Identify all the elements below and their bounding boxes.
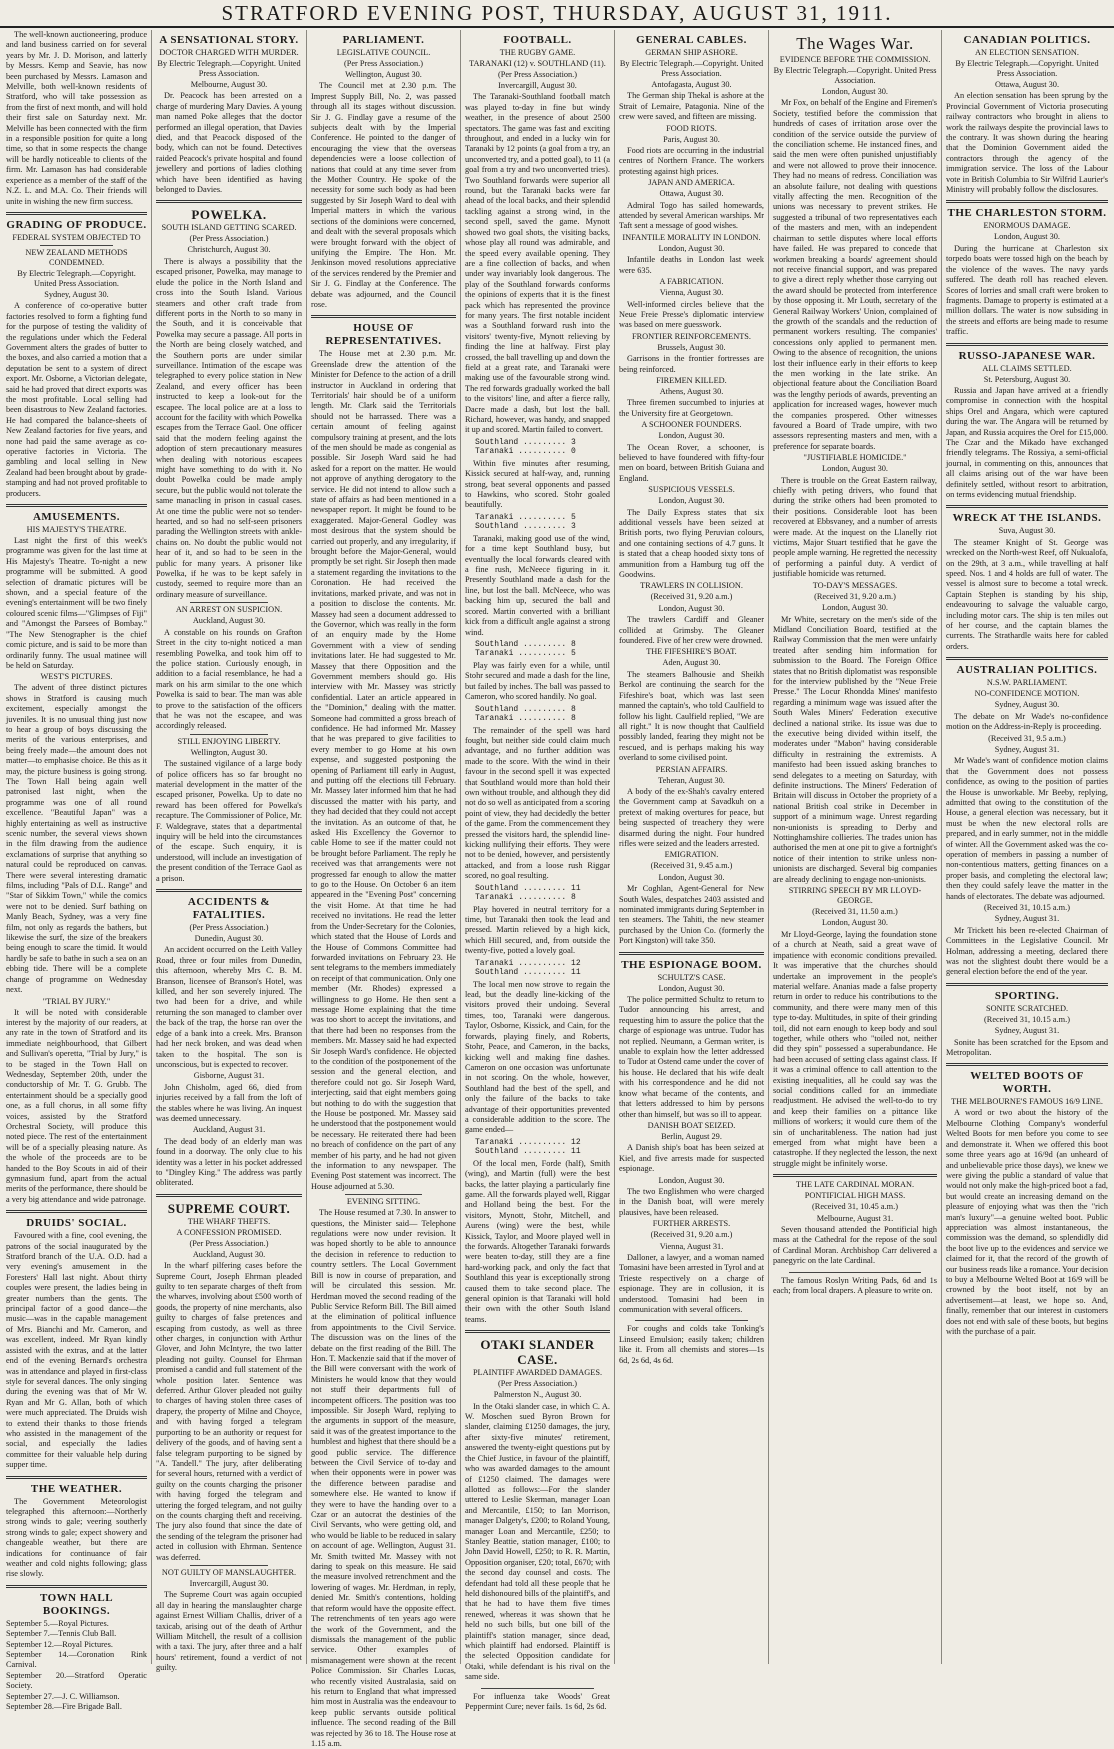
article-body: Garrisons in the frontier fortresses are being reinforced.	[619, 354, 764, 374]
article-body: Mr White, secretary on the men's side of the Midland Conciliation Board, testified at the Railway Commission that the men were unfairly treated after sending him information for submission to the Board. The Foreign Office states that no British diplomatist was responsible for the interview published by the "Neue Freie Presse." The Locur Rhondda Mines' manifesto regarding a minimum wage was issued after the South Wales Miners' Federation executive declined a national strike. Its issue was due to the executive being divided within itself, the moderates under "Mabon" having considerable difficulty in restraining the extremists. A manifesto had been issued asking branches to send delegates to a meeting on Saturday, with definite instructions. The Miners' Federation of Britain will discuss in October the propriety of a national British coal strike in December in support of a minimum wage. Unrest regarding non-unionists is spreading to Derby and Nottinghamshire collieries. The trades union has authorised the men at one pit to give a fortnight's notice of their intention to strike unless non-unionists are discharged. Several big companies are already declining to engage non-unionists.	[773, 614, 937, 884]
headline-accidents-fatalities: ACCIDENTS & FATALITIES.	[187, 896, 271, 922]
subhead: WEST'S PICTURES.	[40, 672, 113, 682]
subhead: THE MELBOURNE'S FAMOUS 16/9 LINE.	[951, 1097, 1103, 1107]
article-body: The Ocean Rover, a schooner, is believed to have foundered with fifty-four men on board, between British Guiana and England.	[619, 442, 764, 483]
headline-grading-of-produce: GRADING OF PRODUCE.	[6, 218, 147, 231]
score-line: Southland ......... 3 Taranaki .......... 0	[475, 437, 576, 457]
article-body: The Daily Express states that six additional vessels have been seized at British ports, two flying Peruvian colours, and one containing sections of 4.7 guns. It is stated that a cheap hooded sixty tons of ammunition from a Hamburg tug off the Goodwins.	[619, 507, 764, 580]
received-time: (Received 31, 11.50 a.m.)	[812, 907, 898, 917]
subhead: THE LATE CARDINAL MORAN.	[795, 1180, 915, 1190]
article-body: The police permitted Schultz to return to Tudor announcing his arrest, and requesting him to assure the police that the charge of espionage was untrue. Tudor has not replied. Neumann, a German writer, is unable to explain how the letter addressed to Tudor at Ostend came under the cover of his house. He declared that his wife dealt with his correspondence and he did not know what became of the contents, and that letters addressed to him by persons other than himself, but was so ill to appear.	[619, 995, 764, 1119]
headline-canadian-politics: CANADIAN POLITICS.	[963, 34, 1091, 46]
article-body: Mr Coghlan, Agent-General for New South Wales, despatches 2403 assisted and nominated immigrants during September in ten steamers. The Tahiti, the new steamer purchased by the Union Co. (formerly the Port Kingston) will take 350.	[619, 884, 764, 946]
article-body: Last night the first of this week's programme was given for the last time at His Majesty's Theatre. To-night a new programme will be submitted. A good selection of dramatic pictures will be shown, and a special feature of the evening's entertainment will be two finely coloured scenic films—"Glimpses of Fiji" and "Amongst the Parsees of Bombay." "The New Stenographer is the chief comic picture, and is said to be more than ordinarily funny. The usual matinee will be held on Saturday.	[6, 536, 147, 670]
article-body: The steamers Balhousie and Sheikh Berkol are continuing the search for the Fifeshire's boat, which was last seen manned the captain's, who told Caulfield to follow his light. Caulfield replied, "We are all right." It is now thought that Caulfield possibly landed, fearing they might not be rescued, and is perhaps making his way overland to some civilised point.	[619, 669, 764, 763]
headline-charleston-storm: THE CHARLESTON STORM.	[947, 207, 1107, 220]
article-body: Mr Wade's want of confidence motion claims that the Government does not possess confidence, as owing to the position of parties the House is unworkable. Mr Beeby, replying, admitted that owing to the constitution of the House, a general election was necessary, but it must be when the new electoral rolls are prepared, and in early summer, not in the middle of winter. All the Government asked was the co-operation of members in passing a number of non-contentious matters, getting finances on a proper basis, and completing the electoral law; then they could safely leave the matter in the hands of electorates. The debate was adjourned.	[946, 756, 1108, 901]
article-body: The debate on Mr Wade's no-confidence motion on the Address-in-Reply is proceeding.	[946, 711, 1108, 732]
article-body: The Supreme Court was again occupied all day in hearing the manslaughter charge against Ernest William Challis, driver of a taxicab, arising out of the death of Arthur William Mitchell, the result of a collision with a taxi. The jury, after three and a half hours' retirement, found a verdict of not guilty.	[156, 1590, 302, 1673]
score-line: Southland ......... 11 Taranaki .......... 8	[475, 883, 581, 903]
subhead: PLAINTIFF AWARDED DAMAGES.	[472, 1368, 603, 1378]
divider	[789, 1272, 921, 1273]
article-body: Mr Lloyd-George, laying the foundation stone of a church at Neath, said a great wave of impatience with economic conditions prevailed. It was imperative that the churches should undertake an improvement in the people's material welfare. Ananias made a false property return in order to reduce his contributions to the community, and there were many men of this type to-day. Multitudes, in spite of their grinding toil, did not earn enough to keep body and soul together, while others who "toiled not, neither did they spin" possessed a superabundance. He had been accused of setting class against class. If it was a criminal offence to call attention to the existing inequalities, all he could say was the social conditions called for an immediate readjustment. He advised the well-to-do to try and keep their families on a pittance like millions of workers; it would cure them of the sin of uncharitableness. The nation had just emerged from what might have been a catastrophe. If they neglected the lesson, the next struggle might be infinitely worse.	[773, 929, 937, 1168]
headline-powelka: POWELKA.	[191, 207, 267, 223]
dateline: London, August 30.	[658, 603, 725, 613]
received-time: (Received 31, 9.20 a.m.)	[814, 591, 896, 601]
wire-credit: (Per Press Association.)	[497, 70, 578, 79]
article-body: Play hovered in neutral territory for a time, but Taranaki then took the lead and pressed. Martin relieved by a high kick, which Hill secured, and, from outside the twenty-five, potted a lovely goal.	[465, 904, 610, 956]
dateline: Ottawa, August 30.	[994, 80, 1060, 89]
dateline: London, August 30.	[822, 464, 888, 474]
dateline: Sydney, August 31.	[994, 914, 1060, 924]
subhead: STIRRING SPEECH BY MR LLOYD-GEORGE.	[788, 886, 922, 906]
subhead: EVENING SITTING.	[346, 1197, 421, 1207]
dateline: London, August 30.	[658, 872, 725, 882]
bookings-list	[6, 1619, 147, 1713]
article-body: The trawlers Cardiff and Gleaner collided at Grimsby. The Gleaner foundered. Five of her crew were drowned.	[619, 615, 764, 646]
dateline: London, August 30.	[658, 983, 725, 993]
subhead: FRONTIER REINFORCEMENTS.	[632, 331, 751, 341]
column-4	[461, 30, 615, 1712]
divider	[156, 889, 302, 892]
article-body: The Taranaki-Southland football match was played to-day in fine but windy weather, in the presence of about 2500 spectators. The game was fast and exciting throughout, and ended in a lucky win for Taranaki by 12 points (a goal from a try, an unconverted try, and a potted goal), to 11 (a goal from a try and two unconverted tries). Two Southland forwards were superior all round, but the Taranaki backs were far ahead of the local backs, and their splendid tackling against a strong wind, in the second spell, saved the game. Mynott showed two goal shots, the visiting backs, whose play all round was admirable, and the speed every available opening. They are a fine collection of backs, and when under way invariably look dangerous. The play of the Southland forwards conforms the opinions of experts that it is the finest pack which has represented the province for many years. The first notable incident was a Southland forward rush into the visitors' twenty-five, Mynott relieving by finding the line at halfway. First play crossed, the ball travelling up and down the field at a great rate, and Taranaki were making use of the favourable strong wind. The red forwards gradually worked the ball to the visitors' line, and after a fierce rally, Dacre made a dash, but lost the ball. Richard, however, was handy, and snapped it up and scored. Martin failed to convert.	[465, 92, 610, 435]
dateline: London, August 30.	[822, 918, 888, 928]
divider	[6, 504, 147, 507]
subhead: INFANTILE MORALITY IN LONDON.	[622, 232, 761, 242]
business-notice: The well-known auctioneering, produce and land business carried on for several years by Mr. J. D. Morison, and latterly by Messrs. Kemp and Seavie, has now been purchased by Messrs. Lamason and Melville, both well-known residents of Stratford, who will take possession as from the first of next month, and will hold their first sale on Saturday next. Mr. Melville has been connected with the firm in a responsible position for quite a long time, so that in some respects the change will be hardly noticeable to clients of the firm. Mr. Lamason has had considerable experience as a member of the staff of the N.Z. L. and M.A. Co. Their friends will unite in wishing the new firm success.	[6, 30, 147, 206]
divider	[619, 952, 764, 955]
dateline: London, August 30.	[994, 232, 1060, 242]
headline-welted-boots: WELTED BOOTS OF WORTH.	[970, 1070, 1084, 1096]
dateline: Vienna, August 31.	[659, 1241, 724, 1251]
list-item: September 7.—Tennis Club Ball.	[6, 1629, 117, 1639]
column-1	[2, 30, 152, 1712]
article-body: A constable on his rounds on Grafton Street in the city to-night noticed a man resembling Powelka, and took him off to the police station. Curiously enough, in addition to a facial resemblance, he had a mark on his arm similar to the one which Powelka is said to bear. The man was able to prove to the satisfaction of the officers that he was not the escapee, and was accordingly released.	[156, 627, 302, 731]
column-7	[942, 30, 1112, 1664]
wire-credit: (Per Press Association.)	[189, 234, 269, 244]
subhead: NO-CONFIDENCE MOTION.	[974, 689, 1080, 699]
list-item: September 12.—Royal Pictures.	[6, 1639, 113, 1649]
dateline: Auckland, August 30.	[192, 616, 266, 626]
wire-credit: (Per Press Association.)	[189, 1238, 269, 1248]
divider	[190, 1565, 268, 1566]
dateline: Antofagasta, August 30.	[651, 80, 732, 89]
headline-australian-politics: AUSTRALIAN POLITICS.	[956, 664, 1098, 677]
subhead: PERSIAN AFFAIRS.	[655, 764, 728, 774]
received-time: (Received 31, 10.15 a.m.)	[984, 1014, 1070, 1024]
advertisement: For influenza take Woods' Great Peppermint Cure; never fails. 1s 6d, 2s 6d.	[465, 1691, 610, 1712]
divider	[946, 505, 1108, 508]
divider	[946, 1063, 1108, 1066]
column-6	[769, 30, 942, 1664]
dateline: Brussels, August 30.	[657, 342, 726, 352]
divider	[465, 1330, 610, 1333]
article-body: The House met at 2.30 p.m. Mr. Greenslade drew the attention of the Minister for Defence to the action of a drill instructor in Auckland in ordering that Territorials' hair should be of a uniform length. Mr. Clark said the Territorials should not be harrassed. There was a certain amount of feeling against compulsory training at present, and the lots of the men should be made as congenial as possible. Sir Joseph Ward said he had asked for a report on the matter. He would not approve of anything derogatory to the service. He did not intend to allow such a state of affairs as had been mentioned in a newspaper report. It might be found to be exaggerated. Major-General Godley was most desirous that the system should be carried out properly, and any irregularity, if brought before the Major-General, would promptly be set right. Sir Joseph then made a statement regarding the invitations to the Coronation. He had received the invitations, marked private, and was not in a position to disclose the contents. Mr. Massey had seen a document addressed to the Governor, which was really in the form of an enquiry made by the Home Government with a view of sending invitations later. He had suggested to Mr. Massey that there Opposition and the Government members should go. His interview with Mr. Massey was strictly confidential. Later an article appeared in the "Dominion," dealing with the matter. Someone had committed a gross breach of confidence. He had informed Mr. Massey that he was prepared to give facilities to every member to go Home at his own expense, and suggested postponing the opening of Parliament till early in August, and putting off the elections till February. Mr. Massey later informed him that he had discussed the matter with his party, and they had decided that they could not accept the invitation. As an outcome of that, he asked His Excellency the Governor to cable Home to see if the matter could not be brought before Parliament. The reply he received was that arrangements were not progressed far enough to allow the matter to go to the House. On October 6 an item appeared in the "Evening Post" concerning the visit Home. At that time he had received no invitations. He read the letter from the Under-Secretary for the Colonies, which stated that the House of Lords and the House of Commons Committee had forwarded invitations on February 23. He sent telegrams to the members immediately on receipt of that communication. Only one member (Mr. Rhodes) expressed a willingness to go Home. He then sent a message Home explaining that the time was too short to accept the invitations, and that there had been no responses from the members. Mr. Massey said he had expected Sir Joseph Ward's confidence. He objected to the condition of the postponement of the session and the general election, and therefore could not go. Sir Joseph Ward, interjecting, said that eight members going but nothing to do with the suggestion that the House be postponed. Mr. Massey said he understood that the postponement would be necessary. He reiterated there had been no breach of confidence on the part of any member of his party, and he had not given the information to any newspaper. The Evening Post statement was incorrect. The House adjourned at 5.30.	[311, 349, 456, 1191]
article-body: Taranaki, making good use of the wind, for a time kept Southland busy, but eventually the local forwards cleared with a fine rush, McNeece figuring in it. Presently Southland made a dash for the line, but lost the ball. McNeece, who was backing him up, secured the ball and scored. Martin converted with a brilliant kick from a difficult angle against a strong wind.	[465, 533, 610, 637]
subhead: A FABRICATION.	[659, 277, 724, 287]
subhead: "TRIAL BY JURY."	[42, 996, 111, 1006]
article-body: In the wharf pilfering cases before the Supreme Court, Joseph Ehrman pleaded guilty to ten separate charges of theft from the wharves, involving about £500 worth of goods, the property of nine merchants, also guilty to charges of false pretences and escaping from custody, as well as three other charges, in conjunction with Arthur Glover, and John McIntyre, the two latter pleading not guilty. Counsel for Ehrman promised a candid and full statement of the whole position later. Sentence was deferred. Arthur Glover pleaded not guilty to charges of having stolen three cases of drapery, the property of Milne and Choyce, and with having forged a telegram purporting to be an authority or request for delivery of the goods, and of having sent a false telegram purporting to be signed by "A. Tandell." The jury, after deliberating for several hours, returned with a verdict of guilty on the counts charging the prisoner with having forged the telegram and uttering the forged telegram, and not guilty on the counts charging theft and receiving. The jury also found that since the date of the sending of the telegram the prisoner had acted in collusion with Ehrman. Sentence was deferred.	[156, 1261, 302, 1562]
headline-general-cables: GENERAL CABLES.	[636, 34, 747, 46]
article-body: Play was fairly even for a while, until Stohr secured and made a dash for the line, but failed by inches. The ball was passed to Cameron, who scored handily. No goal.	[465, 660, 610, 702]
subhead: STILL ENJOYING LIBERTY.	[177, 736, 281, 746]
article-body: A conference of co-operative butter factories resolved to form a fighting fund for the purpose of testing the validity of the regulations under which the Federal Government alters the grades of butter to the boxes, and also carried a motion that a deputation be sent to a system of direct export. Mr. Osborne, a Victorian delegate, said he had proved that direct exports was the most profitable. Local selling had been disastrous to New Zealand factories. He had compared the balance-sheets of New Zealand factories for five years, and none had paid the same average as co-operative factories in Victoria. The gambling and local selling in New Zealand had been brought about by grade-stamping and had not proved profitable to producers.	[6, 301, 147, 498]
subhead: EMIGRATION.	[664, 850, 719, 860]
subhead: THE RUGBY GAME.	[499, 48, 576, 57]
subhead: LEGISLATIVE COUNCIL.	[336, 48, 431, 57]
wire-credit: By Electric Telegraph.—Copyright. United Press Association.	[773, 66, 937, 85]
score-line: Taranaki .......... 12 Southland ......... 11	[475, 1137, 581, 1157]
dateline: Berlin, August 29.	[661, 1131, 722, 1141]
divider	[190, 602, 268, 603]
headline-espionage-boom: THE ESPIONAGE BOOM.	[621, 958, 762, 971]
article-body: A body of the ex-Shah's cavalry entered the Government camp at Savadkuh on a pretext of making overtures for peace, but being suspected of treachery they were disarmed during the night. Four hundred rifles were seized and the leaders arrested.	[619, 786, 764, 848]
headline-the-weather: THE WEATHER.	[30, 1482, 123, 1495]
dateline: Sydney, August 31.	[994, 1026, 1060, 1036]
dateline: St. Petersburg, August 30.	[983, 374, 1071, 384]
subhead: TO-DAY'S MESSAGES.	[812, 580, 898, 590]
dateline: Christchurch, August 30.	[187, 245, 271, 255]
subhead: TRAWLERS IN COLLISION.	[640, 581, 743, 591]
article-body: John Chisholm, aged 66, died from injuries received by a fall from the loft of the stables where he was living. An inquest was deemed unnecessary.	[156, 1082, 302, 1123]
article-body: A Danish ship's boat has been seized at Kiel, and five arrests made for suspected espionage.	[619, 1143, 764, 1174]
dateline: London, August 30.	[658, 1175, 725, 1185]
list-item: September 5.—Royal Pictures.	[6, 1618, 109, 1628]
received-time: (Received 31, 9.20 a.m.)	[650, 592, 733, 602]
subhead: DANISH BOAT SEIZED.	[647, 1120, 736, 1130]
article-body: It will be noted with considerable interest by the majority of our readers, at any rate in the town of Stratford and its immediate neighbourhood, that Gilbert and Sullivan's operetta, "Trial by Jury," is to be staged in the Town Hall on Wednesday, September 20th, under the conductorship of Mr. T. G. Grubb. The entertainment should be a specially good one, as a full chorus, in all some fifty voices, assisted by the Stratford Orchestral Society, will produce this noted piece. The rest of the entertainment will be of a specially pleasing nature. As the whole of the proceeds are to be handed to the Boy Scouts in aid of their gymnasium fund, apart from the actual merits of the performance, there should be a very big attendance and wide patronage.	[6, 1007, 147, 1204]
score-line: Southland ......... 8 Taranaki .......... 8	[475, 704, 576, 724]
divider	[6, 1585, 147, 1588]
article-body: Three firemen succumbed to injuries at the University fire at Georgetown.	[619, 398, 764, 418]
article-body: Favoured with a fine, cool evening, the patrons of the social inaugurated by the Stratford branch of the U.A. O.D. had a very evening's amusement in the Foresters' Hall last night. About thirty couples were present, the ladies being in greater numbers than the gents. The principal factor of a good dance—the music—was in the capable management of Mrs. Bianchi and Mr. Cameron, and was excellent, indeed. Mr Ryan kindly assisted with the extras, and at the latter end of the evening Bernard's orchestra was in attendance and played in first-class style for several dances. The only singing during the evening was that of Mr W. Ryan and Mr G. Allan, both of which were much appreciated. The Druids wish to extend their thanks to those friends who assisted in the management of the social, and especially the ladies committee for their valuable help during supper time.	[6, 1231, 147, 1470]
divider	[190, 734, 268, 735]
headline-sporting: SPORTING.	[994, 989, 1060, 1002]
score-line: Taranaki .......... 12 Southland ......... 11	[475, 958, 581, 978]
subhead: NEW ZEALAND METHODS CONDEMNED.	[25, 247, 128, 267]
headline-otaki-slander-case: OTAKI SLANDER CASE.	[480, 1337, 595, 1368]
advertisement: The famous Roslyn Writing Pads, 6d and 1s each; from local drapers. A pleasure to write on.	[773, 1275, 937, 1296]
headline-druids-social: DRUIDS' SOCIAL.	[26, 1217, 127, 1230]
dateline: Melbourne, August 30.	[190, 80, 268, 89]
wire-credit: By Electric Telegraph.—Copyright. United Press Association.	[157, 59, 301, 78]
wire-credit: By Electric Telegraph.—Copyright. United Press Association.	[619, 59, 764, 78]
score-line: Southland ......... 8 Taranaki .......... 5	[475, 639, 576, 659]
dateline: Melbourne, August 31.	[816, 1213, 894, 1223]
headline-sensational-story: A SENSATIONAL STORY.	[159, 34, 299, 46]
headline-supreme-court: SUPREME COURT.	[167, 1200, 291, 1216]
article-body: The German ship Thekal is ashore at the Strait of Lemaire, Patagonia. Nine of the crew were saved, and fifteen are missing.	[619, 91, 764, 122]
divider	[773, 1174, 937, 1177]
subhead: FIREMEN KILLED.	[656, 375, 727, 385]
article-body: During the hurricane at Charleston six torpedo boats were tossed high on the beach by the violence of the waves. The navy yards suffered. The death roll has reached eleven. Scores of lorries and small craft were broken to fragments. Damage to property is estimated at a million dollars. The water is now subsiding in the streets and efforts are being made to resume traffic.	[946, 243, 1108, 337]
received-time: (Received 31, 9.5 a.m.)	[988, 733, 1066, 743]
advertisement: For coughs and colds take Tonking's Linseed Emulsion; easily taken; children like it. From all chemists and stores—1s 6d, 2s 6d, 4s 6d.	[619, 1324, 764, 1365]
divider	[156, 1194, 302, 1197]
dateline: Invercargill, August 30.	[189, 1578, 269, 1588]
subhead: SONITE SCRATCHED.	[985, 1003, 1069, 1013]
subhead: EVIDENCE BEFORE THE COMMISSION.	[779, 55, 931, 64]
article-body: The sustained vigilance of a large body of police officers has so far brought no material development in the matter of the escaped prisoner, Powelka. Up to date no reward has been offered for Powelka's recapture. The Commissioner of Police, Mr. F. Waldegrave, states that a departmental inquiry will be held into the circumstances of the escape. Such enquiry, it is understood, will include an investigation of the present condition of the Terrace Gaol as a prison.	[156, 759, 302, 883]
subhead: "JUSTIFIABLE HOMICIDE."	[803, 453, 907, 463]
article-body: The remainder of the spell was hard fought, but neither side could claim much advantage, and no further addition was made to the score. With the wind in their favour in the second spell it was expected that Southland would more than hold their own without trouble, and although they did not do so well as anticipated from a scoring point of view, they had decidedly the better of the game. From the commencement they pressed the visitors hard, the splendid line-kicking nullifying their efforts. They were not to be denied, however, and persistently attacked, and from a loose rush Riggar scored, no goal resulting.	[465, 725, 610, 881]
subhead: SUSPICIOUS VESSELS.	[648, 485, 735, 495]
dateline: Gisborne, August 31.	[193, 1071, 265, 1081]
dateline: Sydney, August 30.	[44, 289, 109, 299]
dateline: London, August 30.	[658, 496, 725, 506]
subhead: AN ARREST ON SUSPICION.	[175, 605, 283, 615]
article-body: An accident occurred on the Leith Valley Road, three or four miles from Dunedin, this afternoon, whereby Mrs C. B. M. Branson, licensee of Branson's Hotel, was killed, and her son severely injured. The two had been for a drive, and while returning the son managed to clamber over the back of the trap, the horse ran over the edge of a bank into a creek. Mrs. Branson had her neck broken, and was dead when taken to the hospital. The son is unconscious, but is expected to recover.	[156, 945, 302, 1069]
headline-wages-war: The Wages War.	[796, 34, 914, 53]
divider	[6, 1210, 147, 1213]
article-body: An election sensation has been sprung by the Provincial Government of Victoria prosecuting railway contractors who brought in aliens to work the railways despite the provincial laws to the contrary. It was shown during the hearing that the Dominion Government aided the contractors through the agency of the immigration service. The loss of the Labour vote in British Columbia to Sir Wilfrid Laurier's Ministry will probably follow the disclosures.	[946, 91, 1108, 195]
article-body: Well-informed circles believe that the Neue Freie Presse's diplomatic interview was based on mere guesswork.	[619, 299, 764, 330]
received-time: (Received 31, 10.45 a.m.)	[812, 1202, 898, 1212]
columns	[2, 30, 1112, 1748]
subhead: HIS MAJESTY'S THEATRE.	[26, 525, 127, 535]
divider	[635, 1320, 748, 1321]
subhead: ENORMOUS DAMAGE.	[983, 221, 1071, 231]
subhead: AN ELECTION SENSATION.	[975, 48, 1079, 57]
headline-football: FOOTBALL.	[503, 34, 572, 46]
divider	[946, 983, 1108, 986]
divider	[946, 343, 1108, 346]
article-body: The advent of three distinct pictures shows in Stratford is causing much excitement, especially amongst the juveniles. It is no unusual thing just now to hear a group of boys discussing the merits of the various enterprises, and being freely made—the amount does not matter—to emphasise choice. Be this as it may, the picture business is going strong. The Town Hall being again well patronised last night, when the programme was one of all round excellence. "Beautiful Japan" was a highly entertaining as well as instructive scenic number, the several views shown in the film drawing from the audience exclamations of surprise that anything so natural could be reproduced on canvas. There were several interesting dramatic films, including "Pals of D.L. Range" and "Star of Sikkim Town," while the comics were not to be denied. Surf bathing on Manly Beach, Sydney, was a very fine film, not only as regards the bathers, but likewise the surf, the size of the breakers being enough to scare the timid. It would hardly be safe to bathe in such a sea on an ebbing tide. There will be a complete change of programme on Wednesday next.	[6, 683, 147, 995]
dateline: Auckland, August 31.	[192, 1125, 266, 1135]
subhead: DOCTOR CHARGED WITH MURDER.	[159, 48, 299, 57]
list-item: September 27.—J. C. Williamson.	[6, 1691, 120, 1701]
article-body: Within five minutes after resuming, Kissick secured at half-way, and, running strong, beat several opponents and passed to Hawkins, who scored. Stohr goaled beautifully.	[465, 458, 610, 510]
article-body: The Government Meteorologist telegraphed this afternoon:—Northerly strong winds to gale; veering southerly strong winds to gale; expect showery and changeable weather, but there are indications for continuance of fair weather and cold nights following; glass rise slowly.	[6, 1496, 147, 1579]
wire-credit: By Electric Telegraph.—Copyright. United Press Association.	[955, 59, 1099, 78]
dateline: Wellington, August 30.	[345, 70, 422, 79]
article-body: The House resumed at 7.30. In answer to questions, the Minister said— Telephone regulations were now under revision. It was hoped shortly to be able to announce the decision in reference to reduction to country settlers. The Local Government Bill is now in course of preparation, and will be circulated this session. Mr. Herdman moved the second reading of the Public Service Reform Bill. The Bill aimed at the elimination of political influence from appointments to the Civil Service. The discussion was on the lines of the debate on the first reading of the Bill. The Hon. T. Mackenzie said that if the mover of the Bill were conversant with the work of Ministers he would know that they would not stuff their departments full of incompetent officers. The position was too impossible. Sir Joseph Ward, replying to the arguments in support of the measure, said it was of the greatest importance to the humblest and highest that there should be a good public service. The difference between the Civil Service of to-day and when their opponents were in power was the difference between paradise and somewhere else. He wanted to know if they were to have the handing over to a Czar or an autocrat the destinies of the Civil Servants, who were getting old, and who would be liable to be reduced in salary on account of age. Wellington, August 31. Mr. Smith twitted Mr. Massey with not daring to speak on this measure. He said the measure involved retrenchment and the lowering of wages. Mr. Herdman, in reply, denied Mr. Smith's contentions, holding that reform would have the opposite effect. The retrenchments of ten years ago were the work of the Government, and the dismissals the management of the public service. Other examples of mismanagement were shown at the recent Police Commission. Sir Charles Lucas, who recently visited Australasia, said on his return to England that what impressed him most in Australia was the endeavour to keep public servants outside political influence. The second reading of the Bill was rejected by 36 to 18. The House rose at 1.15 a.m.	[311, 1208, 457, 1748]
subhead: A SCHOONER FOUNDERS.	[641, 420, 742, 430]
received-time: (Received 31, 9.20 a.m.)	[650, 1230, 733, 1240]
wire-credit: (Per Press Association.)	[343, 59, 424, 68]
masthead: STRATFORD EVENING POST, THURSDAY, AUGUST 31, 1911.	[0, 0, 1114, 28]
divider	[6, 212, 147, 215]
subhead: FOOD RIOTS.	[666, 123, 717, 133]
column-5	[615, 30, 769, 1664]
article-body: Russia and Japan have arrived at a friendly compromise in connection with the hospital ships Orel and Angara, which were captured during the war. The Angara will be returned by Japan, and Russia acquires the Orel for £15,000. The Czar and the Mikado have exchanged friendly telegrams. The Rossiya, a semi-official journal, in commenting on this, announces that all claims arising out of the war have been definitely settled, without resort to arbitration, on terms evidencing mutual friendship.	[946, 385, 1108, 499]
list-item: September 14.—Coronation Rink Carnival.	[6, 1650, 147, 1670]
article-body: The dead body of an elderly man was found in a doorway. The only clue to his identity was a letter in his pocket addressed to "Dingley King." The address was partly obliterated.	[156, 1136, 302, 1188]
article-body: There is trouble on the Great Eastern railway, chiefly with peting drivers, who found that during the strike others had been promoted to their positions. Considerable loot has been recovered at Ebbsvaney, and a number of arrests were made. At the inquest on the Llanelly riot victims, Major Stuart testified that he gave the people ample warning. He regretted the necessity of performing a painful duty. A verdict of justifiable homicide was returned.	[773, 475, 937, 579]
article-body: There is always a possibility that the escaped prisoner, Powelka, may manage to elude the police in the North Island and cross into the South Island. Various steamers and other craft trade from different ports in the North to so many in the South, and it is conceivable that Powelka may secure a passage. All ports in the North are being closely watched, and the Southern ports are under similar surveillance. Intimation of the escape was telegraphed to every police station in New Zealand, and every officer has been instructed to keep a look-out for the escapee. The local police are at a loss to account for the facility with which Powelka escapes from the Terrace Gaol. One officer said that the modern feeling against the adoption of stern precautionary measures when dealing with notorious escapees might have something to do with it. No doubt Powelka could be made amply secure, but the public would not tolerate the same manacling in prison in casual cases. At one time the public were not so tender-hearted, and so had no self-seen prisoners parading the Wellington streets with ankle-chains on. No doubt the public would not hear of it, and so had to be seen in the public for many years. A prisoner like Powelka, if he was to be kept safely in custody, seemed to require more than an ordinary measure of surveillance.	[156, 256, 302, 599]
dateline: Auckland, August 30.	[192, 1249, 266, 1259]
column-3	[307, 30, 461, 1748]
subhead: N.S.W. PARLIAMENT.	[986, 678, 1068, 688]
dateline: Invercargill, August 30.	[498, 81, 577, 90]
article-body: Dalloner, a lawyer, and a woman named Tomasini have been arrested in Tyrol and at Trieste respectively on a charge of espionage. They are in collusion, it is understood. Tomasini had been in communication with several officers.	[619, 1252, 764, 1314]
dateline: Paris, August 30.	[663, 134, 720, 144]
article-body: Mr Fox, on behalf of the Engine and Firemen's Society, testified before the commission that hundreds of cases of irritation arose over the condition of the service outside the purview of the conciliation scheme. He instanced fines, and said the men were often punished unjustifiably and were not allowed to prove their innocence. They had no means of redress. Conciliation was an absolute failure, not dealing with questions vitally affecting the men. Recognition of the unions was necessary to prevent strikes. He suggested a tribunal of two representatives each of the masters and men, with an independent chairman to settle disputes where local efforts have failed. He was prepared to concede that workmen breaking a boards' agreement should not receive financial support, and was prepared to give a direct reply whether those carrying out the award should be protected from interference by those opposing it. Mr Louth, secretary of the General Railway Workers' Union, complained of the growth of the scandals and the reduction of permanent workers resulting. The companies' concessions only applied to permanent men. Owing to the absence of recognition, the unions lost their influence early in their efforts to keep the men working in the late strike. An objectional feature about the Conciliation Board was the lengthy periods of awards, preventing an application for increased wages, however much the companies prospered. Other witnesses favoured a Board of Trade umpire, with two assessors representing masters and men, with a preference for separate boards.	[773, 98, 937, 451]
divider	[946, 200, 1108, 203]
subhead: SCHULTZ'S CASE.	[657, 972, 726, 982]
divider	[6, 1476, 147, 1479]
subhead: JAPAN AND AMERICA.	[648, 178, 735, 188]
article-body: Dr. Peacock has been arrested on a charge of murdering Mary Davies. A young man named Poke alleges that the doctor performed an illegal operation, that Davies died, and that Peacock disposed of the body, which can not be found. Detectives raided Peacock's private hospital and found jewellery and portions of ladies clothing which have been identified as having belonged to Davies.	[156, 91, 302, 195]
divider	[40, 245, 113, 246]
article-body: The Council met at 2.30 p.m. The Imprest Supply Bill, No. 2, was passed through all its stages without discussion. Sir J. G. Findlay gave a resume of the subjects dealt with by the Imperial Conference. He pointed to the danger of encouraging the view that the overseas dependencies were a loose collection of nations that could at any time sever from the Mother Country. He spoke of the necessity for some such body as had been suggested by Sir Joseph Ward to deal with Imperial matters in which the various sections of the dominions were concerned, and dealt with the several proposals which were brought forward with the object of unifying the Empire. The Hon. Mr. Jenkinson moved resolutions appreciative of the services rendered by the Premier and Sir J. G. Findlay at the Conference. The debate was adjourned, and the Council rose.	[311, 81, 456, 309]
article-body: Admiral Togo has sailed homewards, attended by several American warships. Mr Taft sent a message of good wishes.	[619, 200, 764, 231]
score-line: Taranaki .......... 5 Southland ......... 3	[475, 512, 576, 532]
divider	[946, 657, 1108, 660]
dateline: London, August 30.	[658, 431, 725, 441]
article-body: The two Englishmen who were charged in the Danish boat, will were merely plausives, have been released.	[619, 1186, 764, 1217]
dateline: London, August 30.	[822, 603, 888, 613]
dateline: Athens, August 30.	[659, 386, 724, 396]
dateline: Wellington, August 30.	[190, 747, 268, 757]
divider	[345, 1194, 422, 1195]
subhead: SOUTH ISLAND GETTING SCARED.	[161, 223, 297, 233]
dateline: Vienna, August 30.	[659, 288, 724, 298]
wire-credit: (Per Press Association.)	[497, 1379, 578, 1389]
article-body: In the Otaki slander case, in which C. A. W. Moschen sued Byron Brown for slander, claiming £1250 damages, the jury, after sixty-five minutes' retirement, answered the twenty-eight questions put by the Chief Justice, in favour of the plaintiff, who was awarded damages to the amount of £1250 claimed. The damages were allotted as follows:—For the slander uttered to Leslie Skerman, manager Loan and Mercantile, £150; to Ian Morrison, manager Dalgety's, £200; to Roland Young, manager Loan and Mercantile, £250; to Stanley Beattie, station manager, £100; to John David Howell, £250; to R. R. Martin, Opposition organiser, £20; total, £670; with the second day counsel and costs. The defendant had told all these people that he held dishonoured bills of the plaintiff's, and that he had to have them five times renewed, whereas it was shown that he held no such bills, but one bill of the plaintiff's station manager, since dead, which plaintiff had endorsed. Plaintiff is the selected Opposition candidate for Otaki, while defendant is his rival on the same side.	[465, 1401, 610, 1682]
divider	[156, 200, 302, 203]
article-body: Infantile deaths in London last week were 635.	[619, 255, 764, 275]
subhead: NOT GUILTY OF MANSLAUGHTER.	[161, 1567, 297, 1577]
dateline: London, August 30.	[658, 243, 725, 253]
received-time: (Received 31, 10.15 a.m.)	[984, 903, 1070, 912]
subhead: PONTIFICIAL HIGH MASS.	[804, 1191, 906, 1201]
headline-house-of-representatives: HOUSE OF REPRESENTATIVES.	[325, 322, 442, 348]
wire-credit: By Electric Telegraph.—Copyright. United Press Association.	[17, 268, 136, 288]
dateline: Suva, August 30.	[998, 526, 1056, 536]
subhead: A CONFESSION PROMISED.	[176, 1227, 282, 1237]
received-time: (Received 31, 9.45 a.m.)	[650, 861, 733, 871]
headline-russo-japanese-war: RUSSO-JAPANESE WAR.	[958, 349, 1096, 362]
list-item: September 28.—Fire Brigade Ball.	[6, 1702, 122, 1712]
article-body: The steamer Knight of St. George was wrecked on the North-west Reef, off Nukualofa, on the 29th, at 3 a.m., while travelling at half speed. Nos. 1 and 4 holds are full of water. The vessel is almost sure to become a total wreck. Captain Stephen is standing by his ship, endeavouring to salvage the valuable cargo, including motor cars. The ship is ten miles out of her course, and the captain blames the currents. The Strathardle waits here for cabled orders.	[946, 537, 1108, 651]
advertisement: A word or two about the history of the Melbourne Clothing Company's wonderful Welted Boots for men before you come to see and demonstrate it. When we offered this boot some three years ago at 16/9d (an unheard of and unbelievable price those days), we knew we were giving the public a standard of value that would not only make the high-priced boot a fad, but would create an increasing demand on the pleasure of enjoying what was then the "rich man's luxury"—a genuine welted boot. Public appreciation was almost instantaneous, the commission was the demand, so splendidly did the boot live up to the evidences and service we claimed for it, that the record of the growth of our business reads like a romance. Your decision to buy a Melbourne Welted Boot at 16/9 will be crowned by the boot itself, not by an advertisement—at least, we hope so. And, finally, remember that our interest in customers does not end with sale of these boots, but begins with the purchase of a pair.	[946, 1108, 1108, 1336]
dateline: Ottawa, August 30.	[659, 189, 724, 199]
column-2	[152, 30, 307, 1673]
article-body: Food riots are occurring in the industrial centres of Northern France. The workers protesting against high prices.	[619, 146, 764, 176]
subhead: ALL CLAIMS SETTLED.	[982, 363, 1072, 373]
dateline: Palmerston N., August 30.	[493, 1390, 582, 1400]
article-body: Sonite has been scratched for the Epsom and Metropolitan.	[946, 1037, 1108, 1058]
list-item: September 20.—Stratford Operatic Society.	[6, 1670, 147, 1691]
dateline: London, August 30.	[822, 87, 888, 96]
headline-wreck-at-the-islands: WRECK AT THE ISLANDS.	[952, 512, 1102, 525]
subhead: FURTHER ARRESTS.	[652, 1219, 731, 1229]
dateline: Sydney, August 31.	[994, 744, 1060, 754]
subhead: FEDERAL SYSTEM OBJECTED TO	[12, 232, 141, 242]
subhead: THE FIFESHIRE'S BOAT.	[646, 647, 737, 657]
dateline: Teheran, August 30.	[658, 775, 725, 785]
article-body: Of the local men, Forde (half), Smith (wing), and Martin (full) were the best backs, the latter playing a particularly fine game. All the forwards played well, Riggar and Holland being the best. For the visitors, Mynott, Stohr, Mitchell, and Aurens (wing) were the best, while Kissick, Taylor, and Moore played well in the forwards. Altogether Taranaki forwards were beaten to-day, still they are a fine hard-working pack, and only the fact that Southland this year is exceptionally strong caused them to take second place. The general opinion is that Taranaki will hold their own with the other South Island teams.	[465, 1158, 610, 1324]
dateline: Dunedin, August 30.	[194, 934, 264, 944]
headline-parliament: PARLIAMENT.	[342, 34, 425, 46]
divider	[311, 315, 456, 318]
subhead: THE WHARF THEFTS.	[187, 1216, 271, 1226]
divider	[481, 1688, 594, 1689]
wire-credit: (Per Press Association.)	[189, 923, 269, 933]
article-body: Mr Trickett his been re-elected Chairman of Committees in the Legislative Council. Mr Holman, addressing a meeting, declared there was not the slightest doubt there would be a general election before the end of the year.	[946, 925, 1108, 977]
dateline: Sydney, August 30.	[994, 700, 1060, 710]
dateline: Aden, August 30.	[662, 658, 721, 668]
headline-amusements: AMUSEMENTS.	[32, 511, 121, 524]
subhead: GERMAN SHIP ASHORE.	[645, 48, 738, 57]
headline-town-hall-bookings: TOWN HALL BOOKINGS.	[39, 1591, 114, 1617]
article-body: The local men now strove to regain the lead, but the deadly line-kicking of the visitors proved their undoing. Several times, too, Taranaki were dangerous. Taylor, Osborne, Kissick, and Cain, for the forwards, playing finely, and Roberts, Stohr, Peace, and Cameron, in the backs, kicking well and making fine dashes. Cameron on one occasion was unfortunate in not scoring. On the whole, however, Southland had the best of the spell, and only the failure of the backs to take advantage of their opportunities prevented a considerable addition to the score. The game ended—	[465, 979, 610, 1135]
subhead: TARANAKI (12) v. SOUTHLAND (11).	[469, 59, 606, 68]
article-body: Seven thousand attended the Pontificial high mass at the Cathedral for the repose of the soul of Cardinal Moran. Archbishop Carr delivered a panegyric on the late Cardinal.	[773, 1225, 937, 1266]
